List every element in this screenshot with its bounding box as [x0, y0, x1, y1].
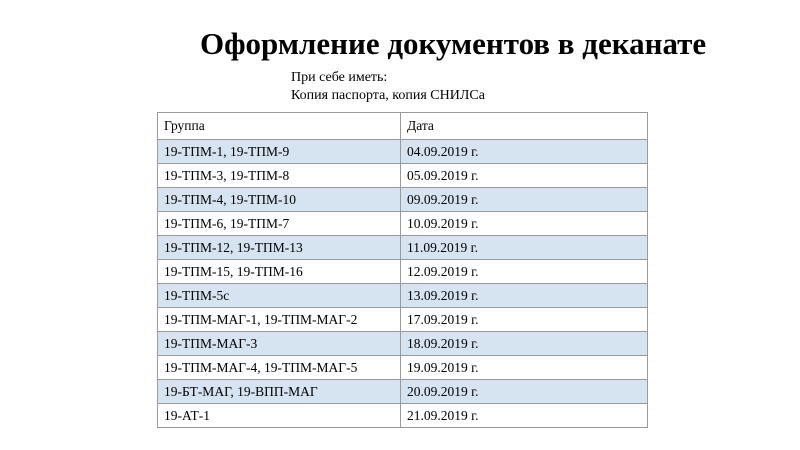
note-heading: При себе иметь:	[291, 70, 388, 85]
table-row	[158, 236, 648, 260]
table-row	[158, 284, 648, 308]
group-cell: 19-ТПМ-6, 19-ТПМ-7	[158, 212, 401, 236]
group-cell: 19-ТПМ-1, 19-ТПМ-9	[158, 140, 401, 164]
table-row	[158, 380, 648, 404]
group-cell: 19-ТПМ-МАГ-1, 19-ТПМ-МАГ-2	[158, 308, 401, 332]
date-cell: 13.09.2019 г.	[401, 284, 648, 308]
table-row	[158, 308, 648, 332]
table-header-row	[158, 113, 648, 140]
date-cell: 17.09.2019 г.	[401, 308, 648, 332]
table-row	[158, 260, 648, 284]
group-cell: 19-ТПМ-5с	[158, 284, 401, 308]
date-cell: 20.09.2019 г.	[401, 380, 648, 404]
date-cell: 19.09.2019 г.	[401, 356, 648, 380]
date-cell: 10.09.2019 г.	[401, 212, 648, 236]
date-cell: 09.09.2019 г.	[401, 188, 648, 212]
table-row	[158, 332, 648, 356]
table-row	[158, 164, 648, 188]
group-cell: 19-ТПМ-4, 19-ТПМ-10	[158, 188, 401, 212]
date-cell: 05.09.2019 г.	[401, 164, 648, 188]
column-header-group: Группа	[158, 113, 401, 140]
table-row	[158, 140, 648, 164]
date-cell: 12.09.2019 г.	[401, 260, 648, 284]
table-row	[158, 356, 648, 380]
table-row	[158, 404, 648, 428]
column-header-date: Дата	[401, 113, 648, 140]
group-cell: 19-ТПМ-МАГ-4, 19-ТПМ-МАГ-5	[158, 356, 401, 380]
table-row	[158, 212, 648, 236]
group-cell: 19-ТПМ-3, 19-ТПМ-8	[158, 164, 401, 188]
group-cell: 19-ТПМ-15, 19-ТПМ-16	[158, 260, 401, 284]
date-cell: 18.09.2019 г.	[401, 332, 648, 356]
schedule-table	[157, 112, 648, 428]
group-cell: 19-ТПМ-12, 19-ТПМ-13	[158, 236, 401, 260]
requirements-note	[291, 69, 485, 105]
date-cell: 21.09.2019 г.	[401, 404, 648, 428]
note-items: Копия паспорта, копия СНИЛСа	[291, 88, 485, 103]
table-row	[158, 188, 648, 212]
group-cell: 19-ТПМ-МАГ-3	[158, 332, 401, 356]
date-cell: 11.09.2019 г.	[401, 236, 648, 260]
group-cell: 19-АТ-1	[158, 404, 401, 428]
group-cell: 19-БТ-МАГ, 19-ВПП-МАГ	[158, 380, 401, 404]
date-cell: 04.09.2019 г.	[401, 140, 648, 164]
page-title: Оформление документов в деканате	[200, 26, 707, 61]
